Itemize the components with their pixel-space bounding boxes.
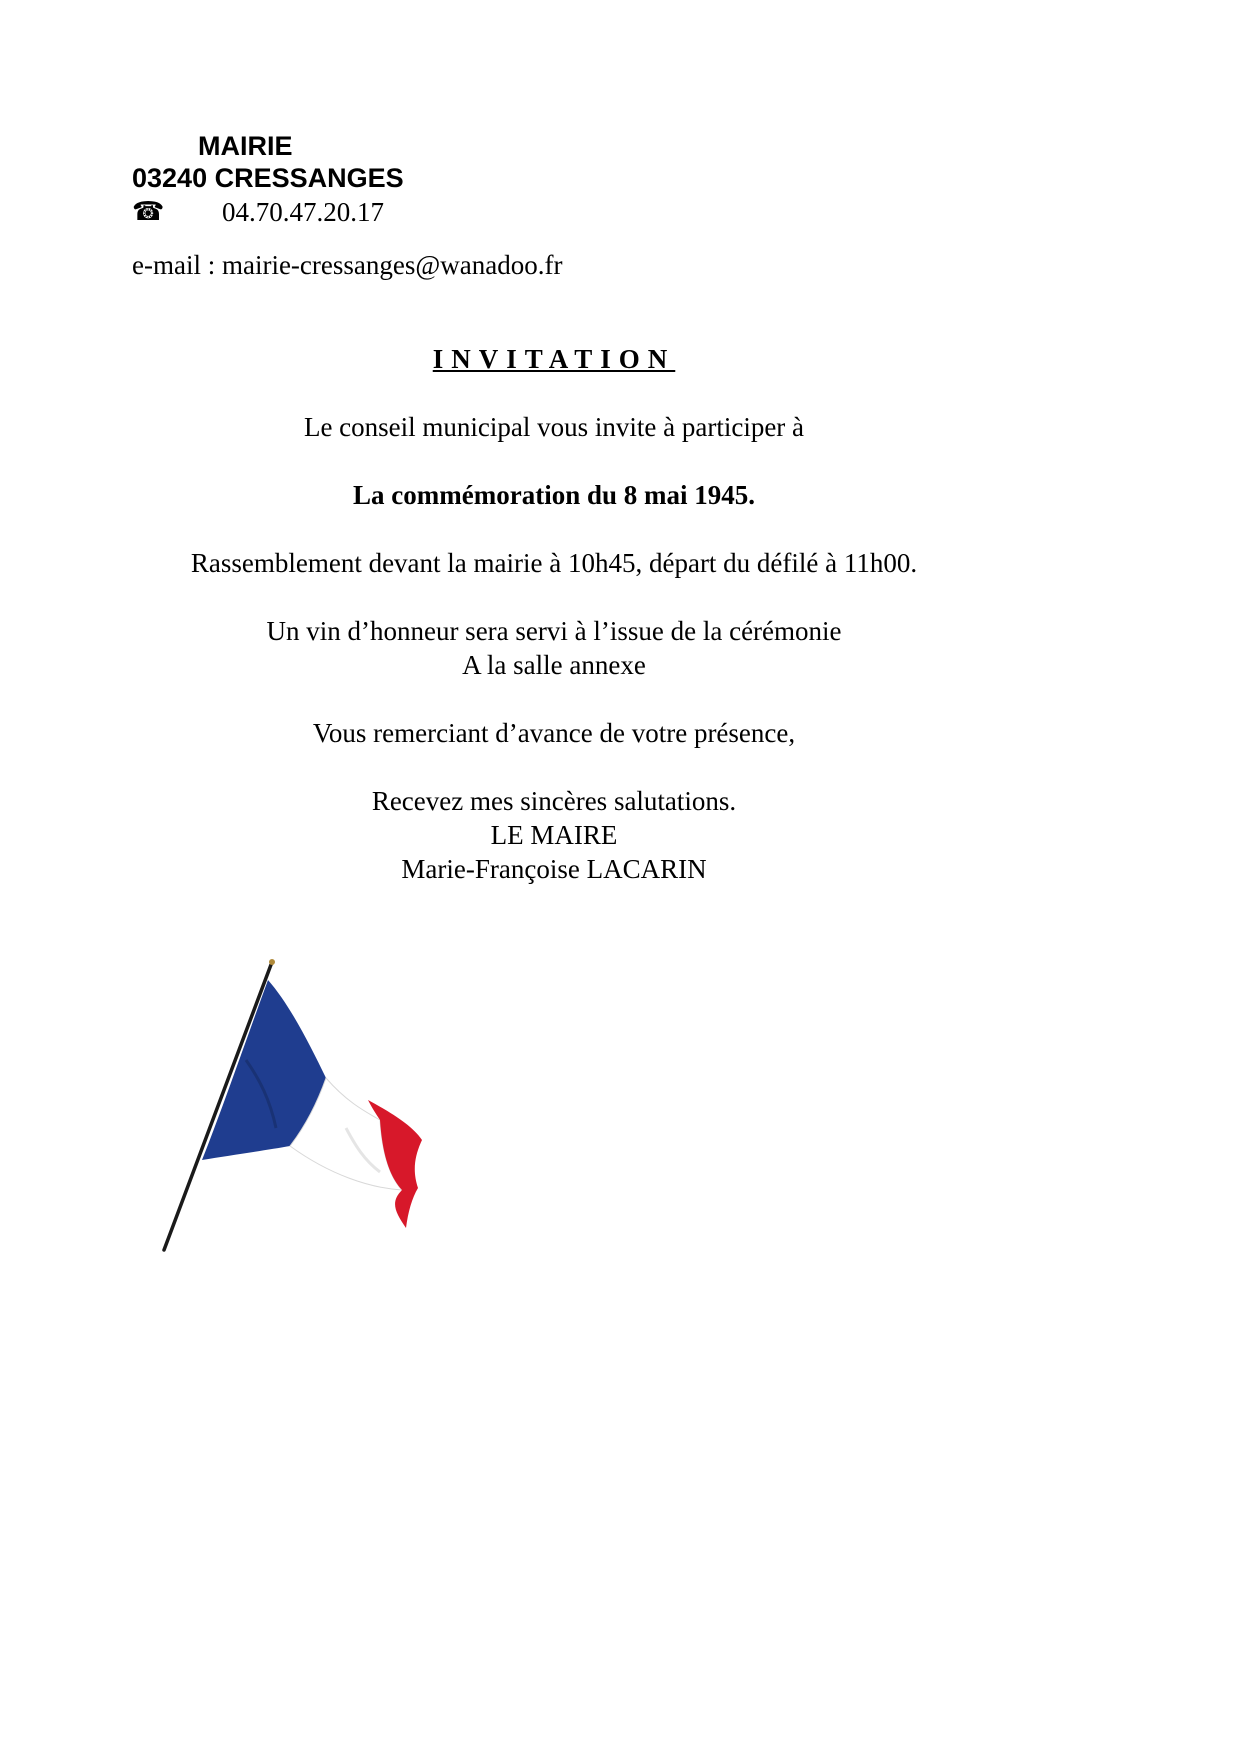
thanks-line: Vous remerciant d’avance de votre présence, (312, 718, 796, 748)
mairie-title: MAIRIE (198, 131, 293, 161)
mairie-address: 03240 CRESSANGES (132, 163, 404, 193)
phone-number: 04.70.47.20.17 (222, 196, 384, 227)
invitation-body (0, 342, 1108, 886)
french-flag-icon (150, 950, 440, 1260)
email-address: e-mail : mairie-cressanges@wanadoo.fr (132, 250, 563, 280)
phone-line (132, 194, 832, 230)
reception-line-2: A la salle annexe (462, 650, 646, 680)
letterhead (132, 130, 832, 282)
invitation-title: INVITATION (432, 344, 676, 374)
gathering-details: Rassemblement devant la mairie à 10h45, départ du défilé à 11h00. (190, 548, 918, 578)
event-name: La commémoration du 8 mai 1945. (353, 480, 755, 510)
signatory-title: LE MAIRE (490, 820, 618, 850)
flag-finial (269, 959, 275, 965)
signatory-name: Marie-Françoise LACARIN (401, 854, 707, 884)
telephone-icon: ☎ (132, 197, 165, 227)
greetings-line: Recevez mes sincères salutations. (371, 786, 737, 816)
invitation-intro: Le conseil municipal vous invite à participer à (303, 412, 805, 442)
reception-line-1: Un vin d’honneur sera servi à l’issue de la cérémonie (266, 616, 842, 646)
